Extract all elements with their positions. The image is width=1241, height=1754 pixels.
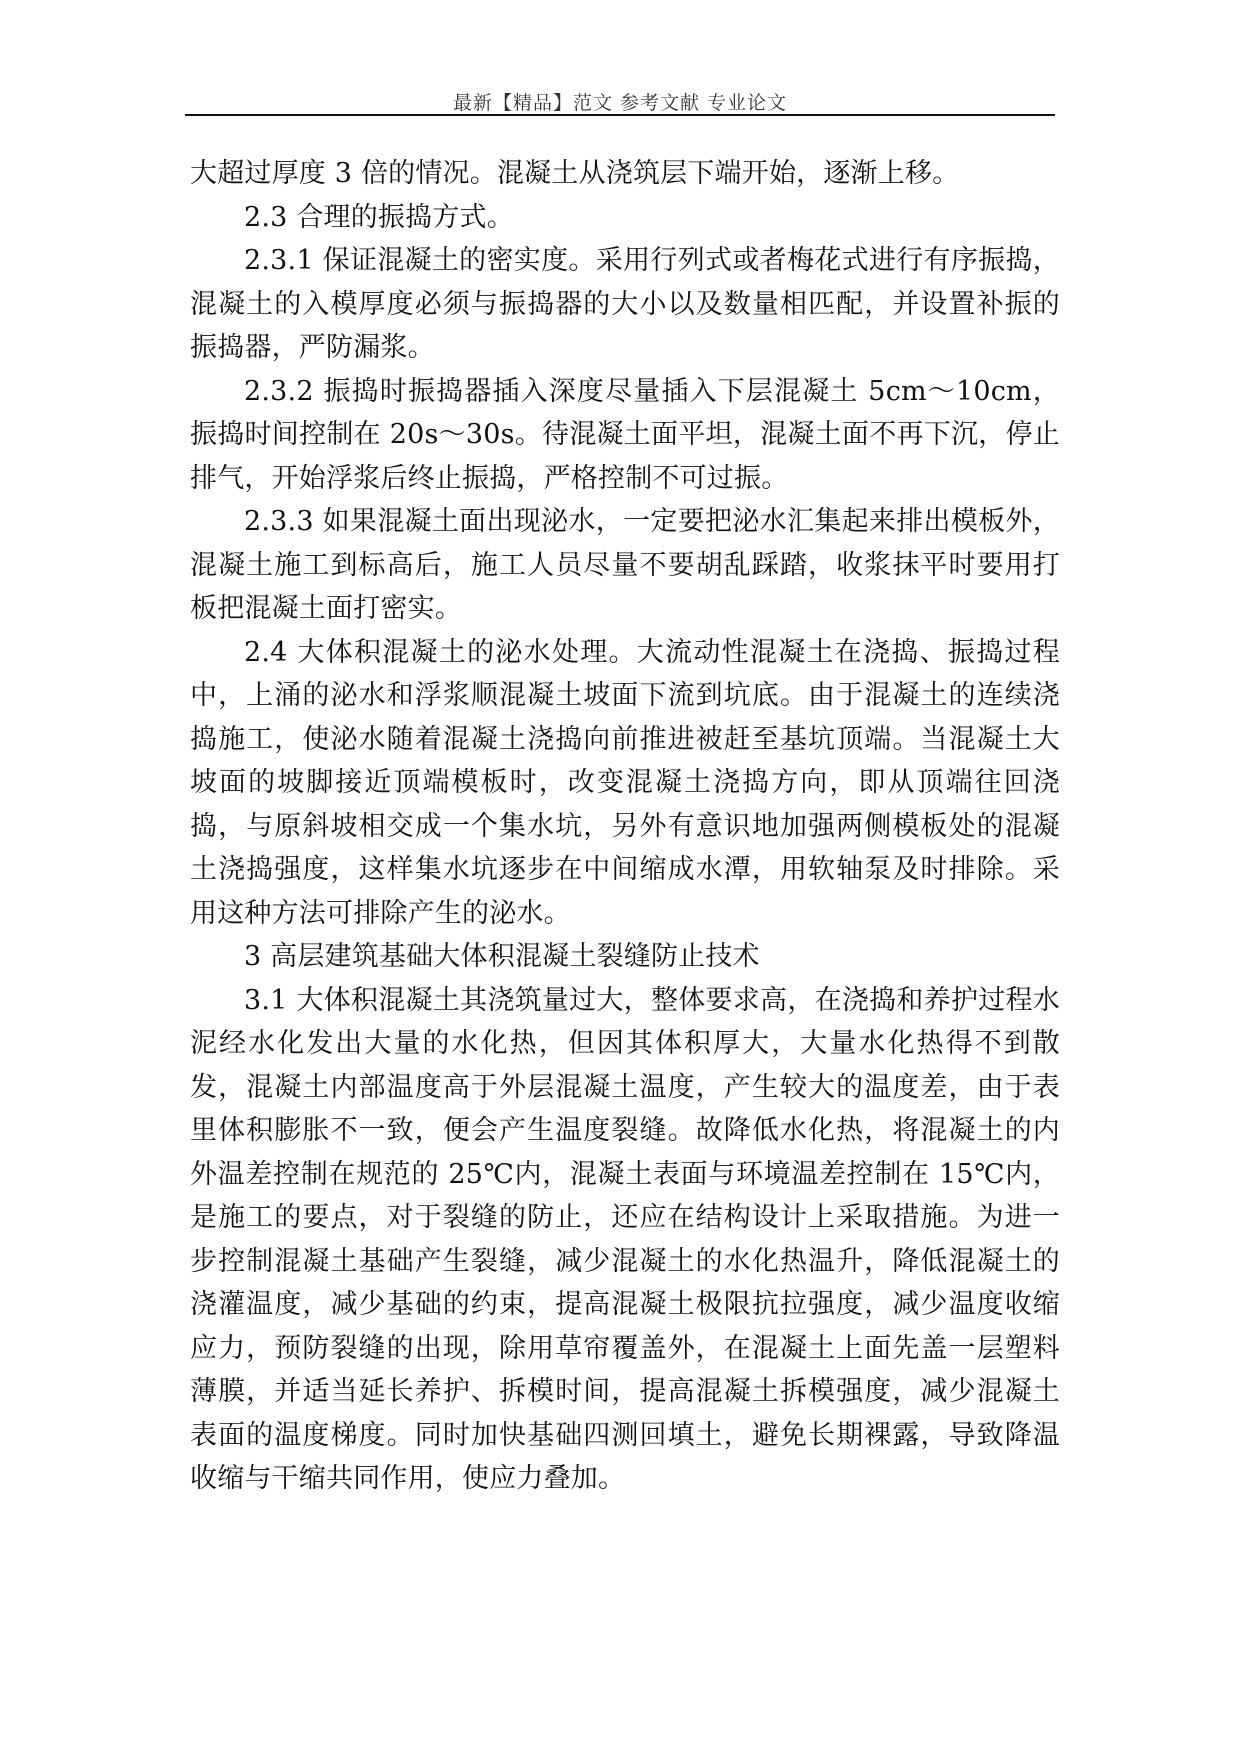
paragraph-2-3-1: 2.3.1 保证混凝土的密实度。采用行列式或者梅花式进行有序振捣，混凝土的入模厚度必须与振捣器的大小以及数量相匹配，并设置补振的振捣器，严防漏浆。 (190, 245, 1060, 363)
page-header: 最新【精品】范文 参考文献 专业论文 (452, 92, 788, 114)
section-2-3-heading: 2.3 合理的振捣方式。 (244, 201, 514, 233)
document-body (190, 152, 1060, 1501)
paragraph-3-1: 3.1 大体积混凝土其浇筑量过大，整体要求高，在浇捣和养护过程水泥经水化发出大量的水化热，但因其体积厚大，大量水化热得不到散发，混凝土内部温度高于外层混凝土温度，产生较大的温度差，由于表里体积膨胀不一致，便会产生温度裂缝。故降低水化热，将混凝土的内外温差控制在规范的 25℃内，混凝土表面与环境温差控制在 15℃内，是施工的要点，对于裂缝的防止，还应在结构设计上采取措施。为进一步控制混凝土基础产生裂缝，减少混凝土的水化热温升，降低混凝土的浇灌温度，减少基础的约束，提高混凝土极限抗拉强度，减少温度收缩应力，预防裂缝的出现，除用草帘覆盖外，在混凝土上面先盖一层塑料薄膜，并适当延长养护、拆模时间，提高混凝土拆模强度，减少混凝土表面的温度梯度。同时加快基础四测回填土，避免长期裸露，导致降温收缩与干缩共同作用，使应力叠加。 (190, 984, 1060, 1494)
paragraph-2-3-3: 2.3.3 如果混凝土面出现泌水，一定要把泌水汇集起来排出模板外，混凝土施工到标高后，施工人员尽量不要胡乱踩踏，收浆抹平时要用打板把混凝土面打密实。 (190, 506, 1060, 624)
header-divider (185, 114, 1055, 116)
paragraph-continuation: 大超过厚度 3 倍的情况。混凝土从浇筑层下端开始，逐渐上移。 (190, 158, 960, 189)
paragraph-2-4: 2.4 大体积混凝土的泌水处理。大流动性混凝土在浇捣、振捣过程中，上涌的泌水和浮浆顺混凝土坡面下流到坑底。由于混凝土的连续浇捣施工，使泌水随着混凝土浇捣向前推进被赶至基坑顶端。当混凝土大坡面的坡脚接近顶端模板时，改变混凝土浇捣方向，即从顶端往回浇捣，与原斜坡相交成一个集水坑，另外有意识地加强两侧模板处的混凝土浇捣强度，这样集水坑逐步在中间缩成水潭，用软轴泵及时排除。采用这种方法可排除产生的泌水。 (190, 636, 1060, 929)
section-3-heading: 3 高层建筑基础大体积混凝土裂缝防止技术 (244, 941, 760, 972)
paragraph-2-3-2: 2.3.2 振捣时振捣器插入深度尽量插入下层混凝土 5cm～10cm，振捣时间控制在 20s～30s。待混凝土面平坦，混凝土面不再下沉，停止排气，开始浮浆后终止振捣，严格控制不可过振。 (190, 375, 1060, 494)
